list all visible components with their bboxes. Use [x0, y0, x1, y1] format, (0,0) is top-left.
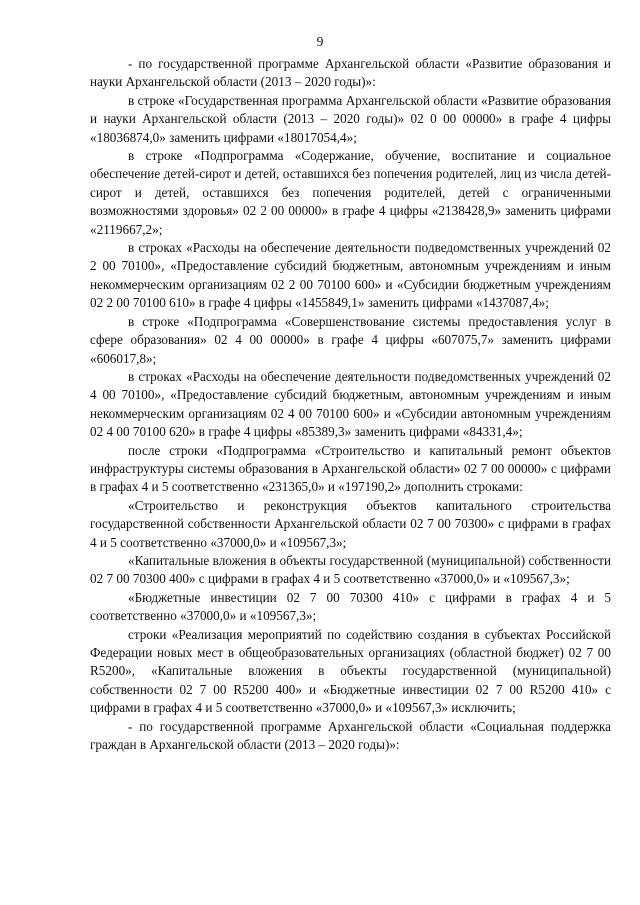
paragraph-education-program-heading: - по государственной программе Архангельской области «Развитие образования и науки Архангельской области (2013 – 2020 годы)»: — [90, 56, 611, 90]
page-number: 9 — [316, 34, 324, 49]
paragraph-orphans-subprogram-row: в строке «Подпрограмма «Содержание, обучение, воспитание и социальное обеспечение детей-сирот и детей, оставшихся без попечения родителей, лиц из числа детей-сирот и детей, оставшихся без попечения родителей, детей с ограниченными возможностями здоровья» 02 2 00 00000» в графе 4 цифры «2138428,9» заменить цифрами «2119667,2»; — [90, 148, 611, 237]
paragraph-state-program-row: в строке «Государственная программа Архангельской области «Развитие образования и науки Архангельской области (2013 – 2020 годы)» 02 0 00 00000» в графе 4 цифры «18036874,0» заменить цифрами «18017054,4»; — [90, 92, 611, 145]
paragraph-services-subprogram-row: в строке «Подпрограмма «Совершенствование системы предоставления услуг в сфере образования» 02 4 00 00000» в графе 4 цифры «607075,7» заменить цифрами «606017,8»; — [90, 313, 611, 366]
paragraph-rows-to-exclude: строки «Реализация мероприятий по содействию создания в субъектах Российской Федерации новых мест в общеобразовательных организациях (областной бюджет) 02 7 00 R5200», «Капитальные вложения в объекты государственной (муниципальной) собственности 02 7 00 R5200 400» и «Бюджетные инвестиции 02 7 00 R5200 410» с цифрами в графах 4 и 5 соответственно «37000,0» и «109567,3» исключить; — [90, 626, 611, 716]
paragraph-new-row-construction: «Строительство и реконструкция объектов капитального строительства государственной собственности Архангельской области 02 7 00 70300» с цифрами в графах 4 и 5 соответственно «37000,0» и «109567,3»; — [90, 497, 611, 550]
paragraph-social-support-program-heading: - по государственной программе Архангельской области «Социальная поддержка граждан в Архангельской области (2013 – 2020 годы)»: — [90, 718, 611, 753]
paragraph-autonomous-institutions-rows: в строках «Расходы на обеспечение деятельности подведомственных учреждений 02 4 00 70100», «Предоставление субсидий бюджетным, автономным учреждениям и иным некоммерческим организациям 02 4 00 70100 600» и «Субсидии автономным учреждениям 02 4 00 70100 620» в графе 4 цифры «85389,3» заменить цифрами «84331,4»; — [90, 368, 611, 440]
paragraph-new-row-capital-investments: «Капитальные вложения в объекты государственной (муниципальной) собственности 02 7 00 70300 400» с цифрами в графах 4 и 5 соответственно «37000,0» и «109567,3»; — [90, 552, 611, 587]
paragraph-construction-subprogram-insert: после строки «Подпрограмма «Строительство и капитальный ремонт объектов инфраструктуры системы образования в Архангельской области» 02 7 00 00000» с цифрами в графах 4 и 5 соответственно «231365,0» и «197190,2» дополнить строками: — [90, 442, 611, 495]
paragraph-subordinate-institutions-rows: в строках «Расходы на обеспечение деятельности подведомственных учреждений 02 2 00 70100», «Предоставление субсидий бюджетным, автономным учреждениям и иным некоммерческим организациям 02 2 00 70100 600» и «Субсидии бюджетным учреждениям 02 2 00 70100 610» в графе 4 цифры «1455849,1» заменить цифрами «1437087,4»; — [90, 240, 611, 311]
document-body — [90, 55, 611, 754]
paragraph-new-row-budget-investments: «Бюджетные инвестиции 02 7 00 70300 410» с цифрами в графах 4 и 5 соответственно «37000,0» и «109567,3»; — [90, 589, 611, 624]
